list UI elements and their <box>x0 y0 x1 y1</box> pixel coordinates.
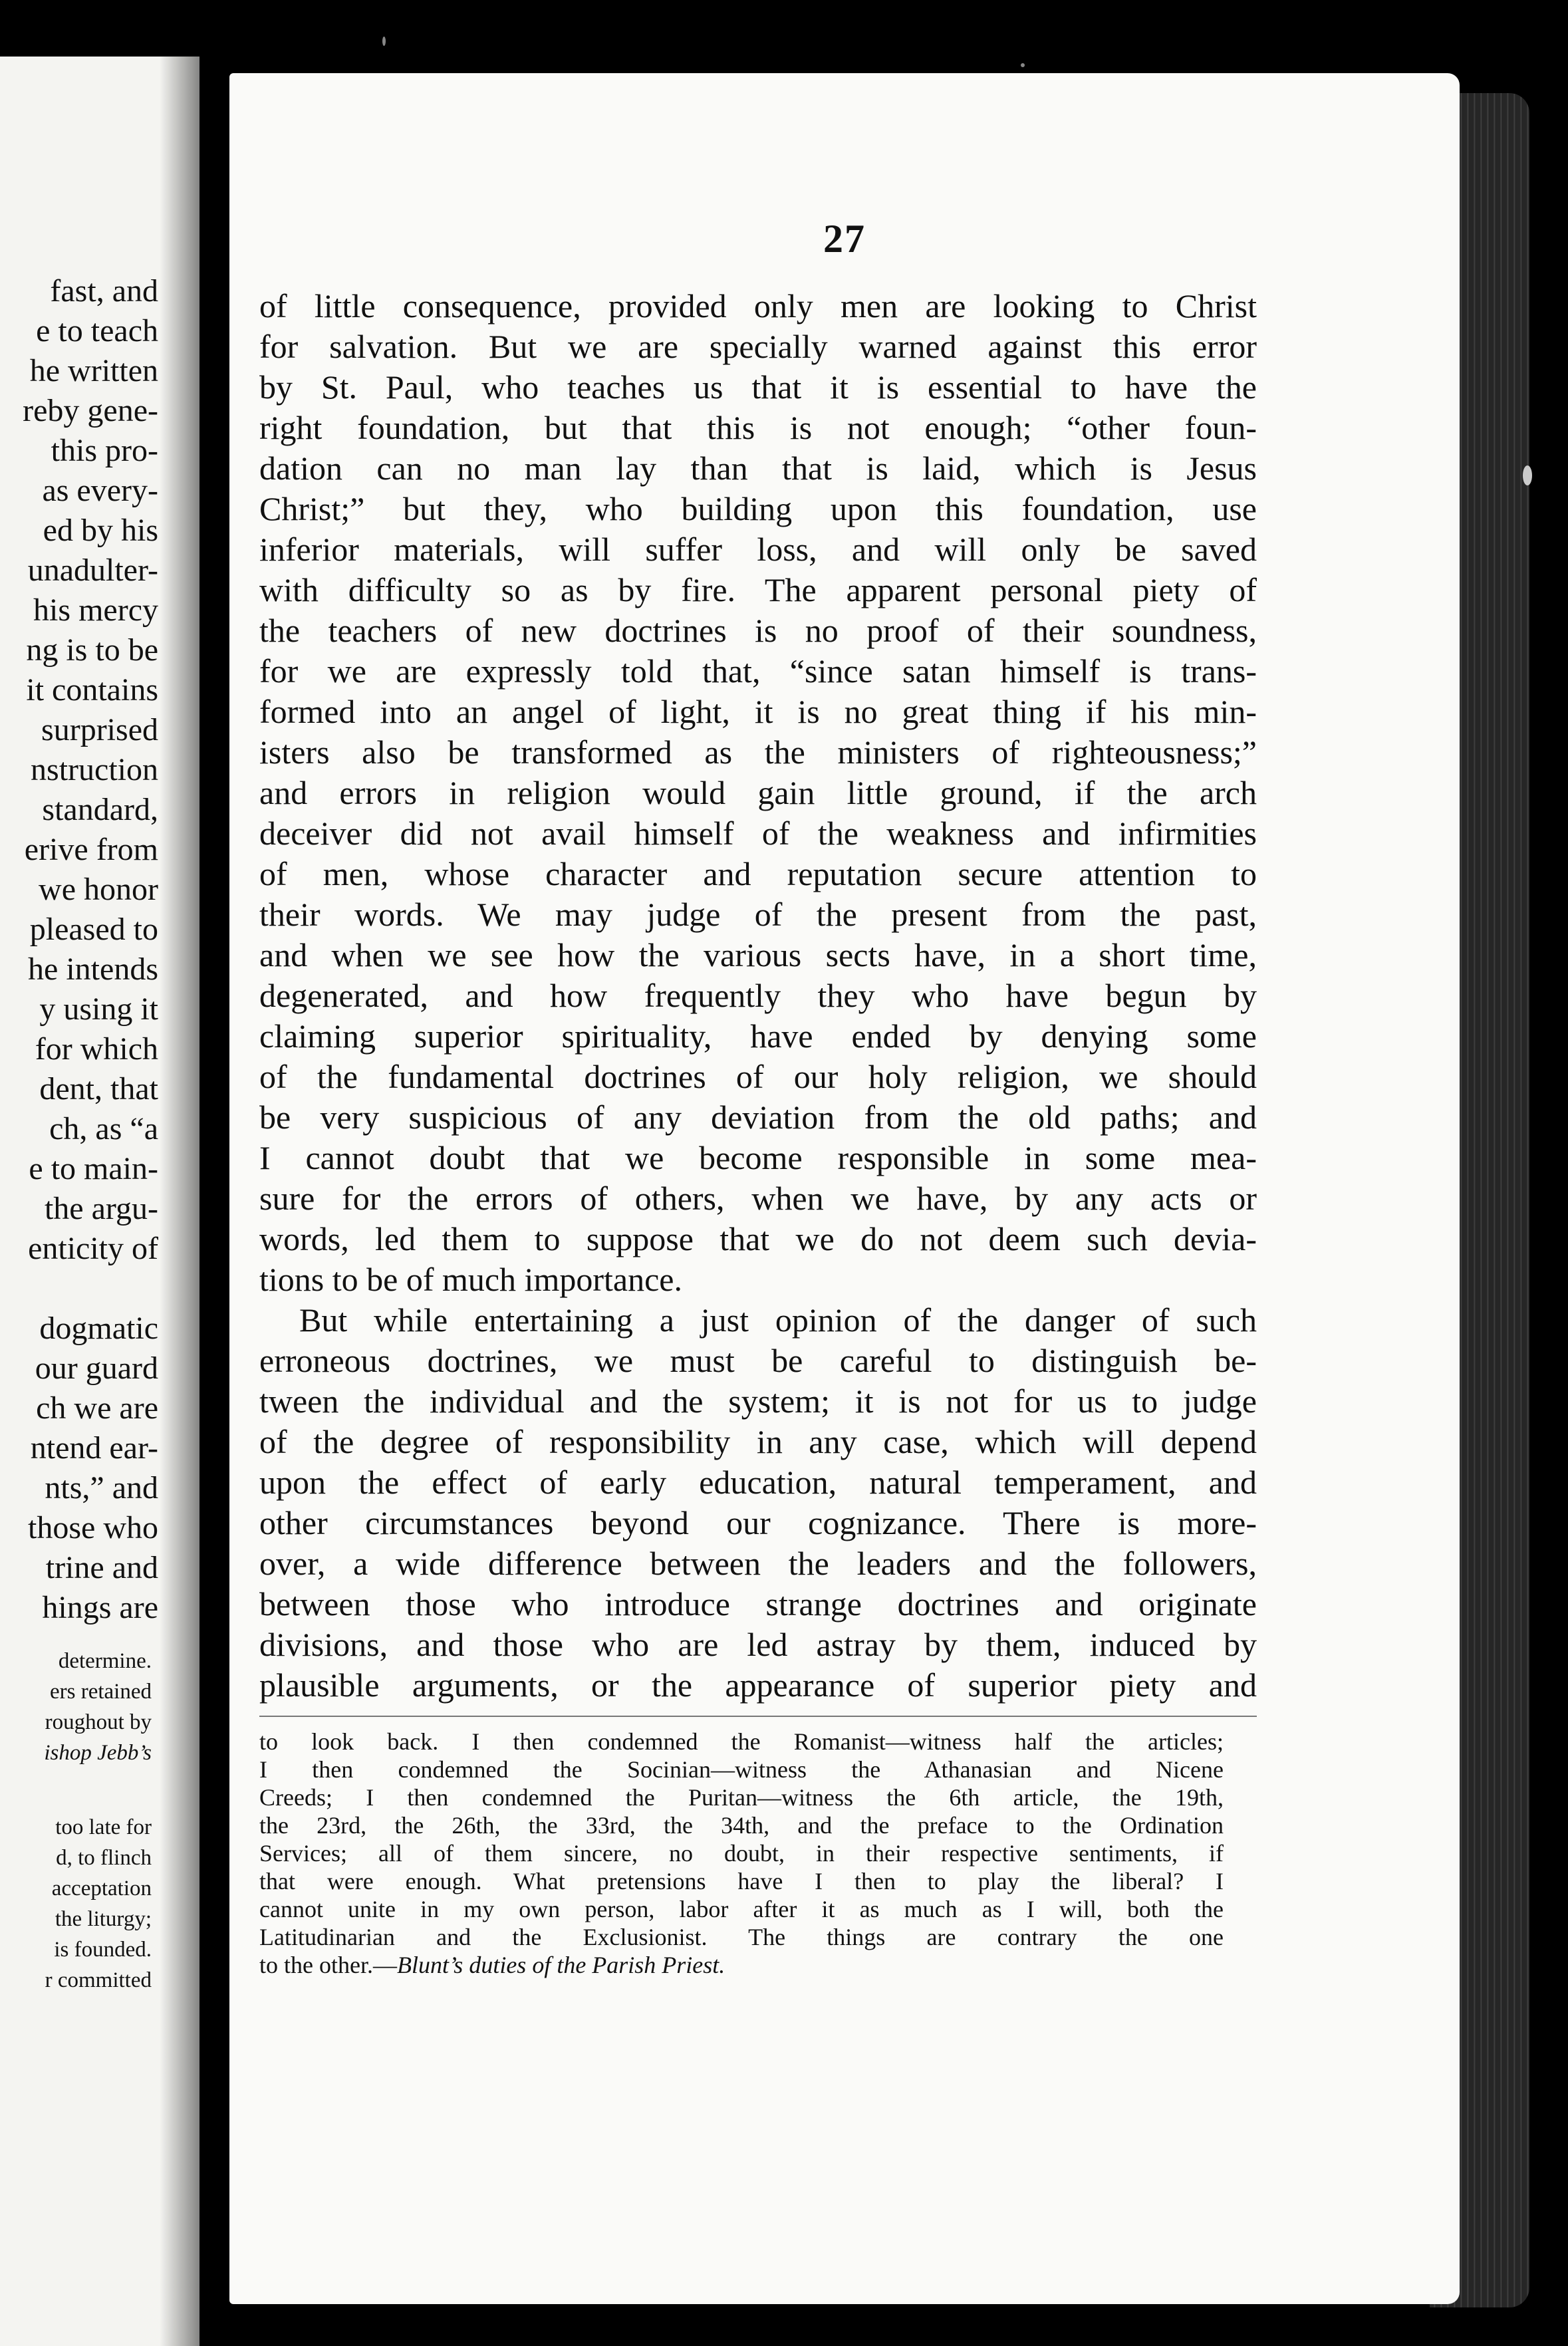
left-page-text-fragment: y using it <box>39 991 158 1027</box>
scan-speck <box>382 37 386 46</box>
left-page-footnote-fragment: acceptation <box>51 1877 152 1900</box>
left-page-text-fragment: ch we are <box>36 1390 158 1426</box>
left-page-text-fragment: ch, as “a <box>49 1111 158 1146</box>
body-line: plausible arguments, or the appearance of superior piety and <box>259 1666 1257 1704</box>
footnote-lines <box>259 1728 1224 1951</box>
left-page-footnote-fragment: roughout by <box>45 1710 152 1734</box>
left-page-text-fragment: unadulter- <box>27 553 158 588</box>
page-number: 27 <box>823 217 866 261</box>
left-page-footnote-fragment: ers retained <box>50 1680 152 1704</box>
body-text <box>259 286 1257 1706</box>
body-line: other circumstances beyond our cognizance. There is more- <box>259 1504 1257 1541</box>
footnote-line: the 23rd, the 26th, the 33rd, the 34th, and the preface to the Ordination <box>259 1812 1224 1839</box>
left-page-text-fragment: enticity of <box>28 1231 158 1266</box>
body-line: erroneous doctrines, we must be careful to distinguish be- <box>259 1342 1257 1379</box>
body-line: formed into an angel of light, it is no great thing if his min- <box>259 693 1257 730</box>
left-page-text-fragment: our guard <box>35 1351 158 1386</box>
body-line: deceiver did not avail himself of the weakness and infirmities <box>259 815 1257 852</box>
footnote-line: to look back. I then condemned the Romanist—witness half the articles; <box>259 1728 1224 1755</box>
footnote-closing-text: to the other.— <box>259 1952 397 1978</box>
left-page-text-fragment: pleased to <box>29 912 158 947</box>
body-line: words, led them to suppose that we do not deem such devia- <box>259 1220 1257 1257</box>
left-page-text-fragment: hings are <box>42 1590 158 1625</box>
scan-speck <box>1021 63 1025 67</box>
left-page-text-fragment: those who <box>28 1510 158 1545</box>
body-line: by St. Paul, who teaches us that it is essential to have the <box>259 368 1257 406</box>
left-page-text-fragment: this pro- <box>51 433 158 468</box>
left-page-footnote-fragment: r committed <box>45 1968 152 1992</box>
footnote <box>259 1728 1224 1979</box>
left-page-text-fragment: he intends <box>28 952 158 987</box>
left-page-text-fragment: trine and <box>45 1550 158 1585</box>
left-page-footnote-fragment: is founded. <box>54 1938 152 1962</box>
body-line: inferior materials, will suffer loss, and will only be saved <box>259 531 1257 568</box>
body-line: dation can no man lay than that is laid, which is Jesus <box>259 450 1257 487</box>
left-page-footnote-fragment: determine. <box>58 1649 152 1673</box>
body-line: Christ;” but they, who building upon this foundation, use <box>259 490 1257 527</box>
left-page-text-fragment: fast, and <box>50 273 158 309</box>
body-line: and errors in religion would gain little ground, if the arch <box>259 774 1257 811</box>
body-line: between those who introduce strange doctrines and originate <box>259 1585 1257 1623</box>
body-line: the teachers of new doctrines is no proof of their soundness, <box>259 612 1257 649</box>
footnote-separator <box>259 1716 1257 1717</box>
body-line: But while entertaining a just opinion of the danger of such <box>299 1301 1257 1339</box>
body-line: upon the effect of early education, natural temperament, and <box>259 1464 1257 1501</box>
left-page-text-fragment: e to main- <box>29 1151 158 1186</box>
left-page-text-fragment: ntend ear- <box>30 1430 158 1466</box>
body-line: right foundation, but that this is not enough; “other foun- <box>259 409 1257 446</box>
footnote-line: cannot unite in my own person, labor after it as much as I will, both the <box>259 1896 1224 1922</box>
left-page-text-fragment: standard, <box>42 792 158 827</box>
body-line: divisions, and those who are led astray by them, induced by <box>259 1626 1257 1663</box>
body-line: isters also be transformed as the ministers of righteousness;” <box>259 733 1257 771</box>
left-page-text-fragment: reby gene- <box>23 393 158 428</box>
footnote-line: Services; all of them sincere, no doubt, in their respective sentiments, if <box>259 1840 1224 1867</box>
footnote-line: Creeds; I then condemned the Puritan—witness the 6th article, the 19th, <box>259 1784 1224 1811</box>
body-line: and when we see how the various sects have, in a short time, <box>259 936 1257 974</box>
right-page <box>229 73 1460 2304</box>
left-page-text-fragment: ed by his <box>43 513 158 548</box>
left-page-text-fragment: dogmatic <box>39 1311 158 1346</box>
left-page-text-fragment: the argu- <box>44 1191 158 1226</box>
body-line: of the degree of responsibility in any case, which will depend <box>259 1423 1257 1460</box>
footnote-last-line <box>259 1951 1224 1979</box>
body-line: of the fundamental doctrines of our holy religion, we should <box>259 1058 1257 1095</box>
body-line: for salvation. But we are specially warned against this error <box>259 328 1257 365</box>
body-line: I cannot doubt that we become responsible in some mea- <box>259 1139 1257 1176</box>
book-gutter <box>199 0 229 2346</box>
left-page-footnote-fragment: too late for <box>55 1815 152 1839</box>
left-page-text-fragment: he written <box>29 353 158 388</box>
left-page-text-fragment: his mercy <box>33 592 158 628</box>
footnote-citation: Blunt’s duties of the Parish Priest. <box>396 1952 725 1978</box>
body-line: claiming superior spirituality, have ended by denying some <box>259 1017 1257 1055</box>
left-page-text-fragment: nts,” and <box>45 1470 158 1505</box>
body-line: with difficulty so as by fire. The apparent personal piety of <box>259 571 1257 608</box>
body-line: tions to be of much importance. <box>259 1261 682 1298</box>
footnote-line: that were enough. What pretensions have I then to play the liberal? I <box>259 1868 1224 1894</box>
left-page-text-fragment: it contains <box>26 672 158 708</box>
body-line: for we are expressly told that, “since satan himself is trans- <box>259 652 1257 690</box>
left-page-gutter-shadow <box>160 57 199 2346</box>
body-line: sure for the errors of others, when we have, by any acts or <box>259 1180 1257 1217</box>
left-page-text-fragment: ng is to be <box>26 632 158 668</box>
left-page-text-fragment: we honor <box>39 872 158 907</box>
footnote-line: I then condemned the Socinian—witness the Athanasian and Nicene <box>259 1756 1224 1783</box>
left-page-text-fragment: for which <box>35 1031 158 1067</box>
left-page-text-fragment: dent, that <box>39 1071 158 1107</box>
left-page-footnote-fragment: ishop Jebb’s <box>44 1741 152 1765</box>
footnote-line: Latitudinarian and the Exclusionist. The things are contrary the one <box>259 1924 1224 1950</box>
body-line: be very suspicious of any deviation from the old paths; and <box>259 1099 1257 1136</box>
left-page-footnote-fragment: the liturgy; <box>55 1907 152 1931</box>
body-line: of little consequence, provided only men are looking to Christ <box>259 287 1257 325</box>
body-line: of men, whose character and reputation secure attention to <box>259 855 1257 892</box>
left-page-text-fragment: e to teach <box>36 313 158 348</box>
left-page-footnote-fragment: d, to flinch <box>56 1846 152 1870</box>
left-page-text-fragment: as every- <box>42 473 158 508</box>
body-line: over, a wide difference between the leaders and the followers, <box>259 1545 1257 1582</box>
left-page-text-fragment: erive from <box>24 832 158 867</box>
left-page-text-fragment: nstruction <box>31 752 158 787</box>
scan-speck <box>1523 465 1532 485</box>
body-line: tween the individual and the system; it is not for us to judge <box>259 1382 1257 1420</box>
left-page-text-fragment: surprised <box>41 712 158 747</box>
body-line: degenerated, and how frequently they who have begun by <box>259 977 1257 1014</box>
body-line: their words. We may judge of the present from the past, <box>259 896 1257 933</box>
